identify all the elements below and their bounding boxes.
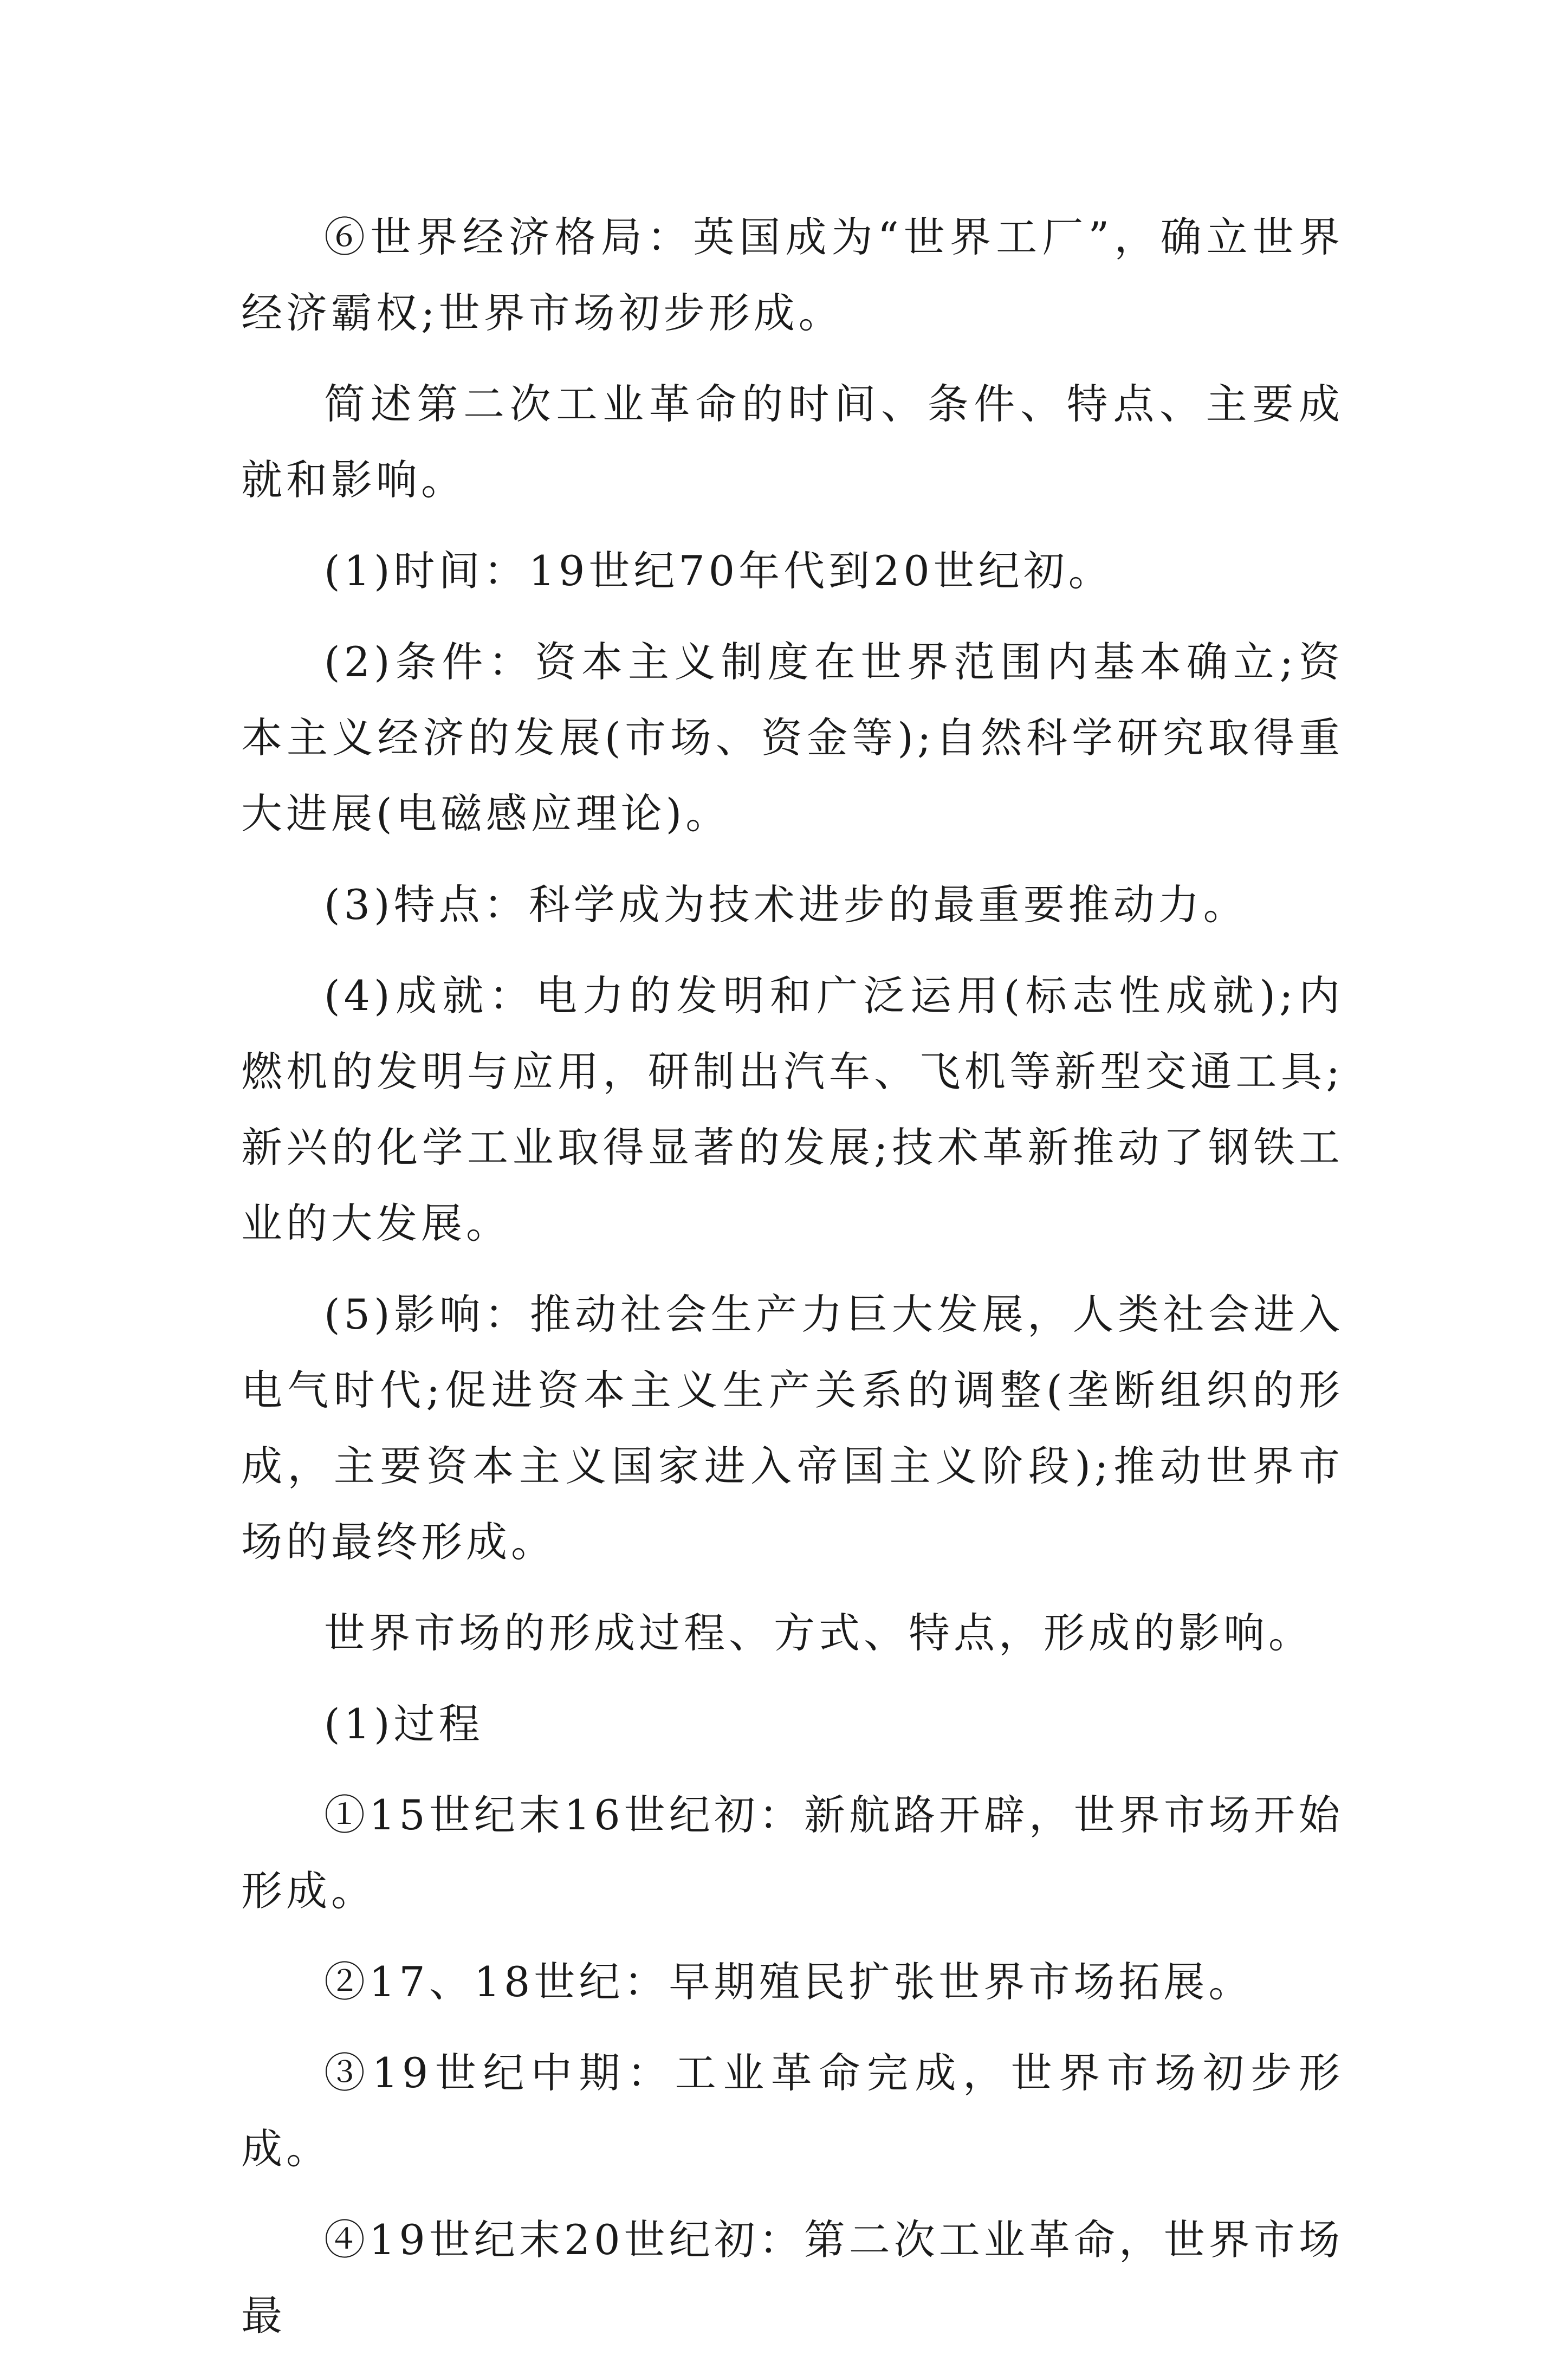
paragraph-world-market-question: 世界市场的形成过程、方式、特点，形成的影响。 [324, 1609, 1313, 1657]
paragraph-process-step-3: ③19世纪中期：工业革命完成，世界市场初步形成。 [241, 2049, 1344, 2173]
document-body [241, 199, 1344, 2369]
paragraph-conditions: (2)条件：资本主义制度在世界范围内基本确立;资本主义经济的发展(市场、资金等);自然科学研究取得重大进展(电磁感应理论)。 [241, 638, 1344, 838]
paragraph-second-industrial-revolution-question: 简述第二次工业革命的时间、条件、特点、主要成就和影响。 [241, 380, 1344, 504]
paragraph-process-heading: (1)过程 [324, 1700, 484, 1748]
paragraph-impact: (5)影响：推动社会生产力巨大发展，人类社会进入电气时代;促进资本主义生产关系的调整(垄断组织的形成，主要资本主义国家进入帝国主义阶段);推动世界市场的最终形成。 [241, 1290, 1344, 1566]
paragraph-characteristics: (3)特点：科学成为技术进步的最重要推动力。 [324, 881, 1248, 929]
paragraph-process-step-4: ④19世纪末20世纪初：第二次工业革命，世界市场最 [241, 2216, 1344, 2340]
paragraph-process-step-2: ②17、18世纪：早期殖民扩张世界市场拓展。 [324, 1958, 1254, 2006]
paragraph-achievements: (4)成就：电力的发明和广泛运用(标志性成就);内燃机的发明与应用，研制出汽车、飞机等新型交通工具;新兴的化学工业取得显著的发展;技术革新推动了钢铁工业的大发展。 [241, 972, 1344, 1247]
paragraph-process-step-1: ①15世纪末16世纪初：新航路开辟，世界市场开始形成。 [241, 1791, 1344, 1915]
paragraph-world-economic-pattern: ⑥世界经济格局：英国成为“世界工厂”，确立世界经济霸权;世界市场初步形成。 [241, 213, 1344, 337]
paragraph-time: (1)时间：19世纪70年代到20世纪初。 [324, 547, 1113, 595]
